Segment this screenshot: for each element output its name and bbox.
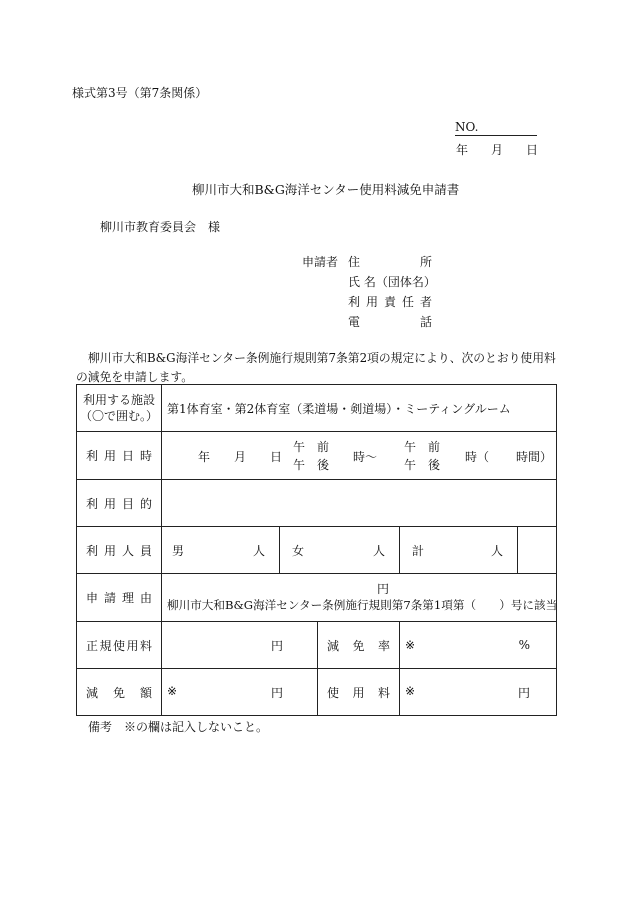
reason-row	[77, 574, 557, 622]
usage-fee-label: 使 用 料	[318, 669, 400, 716]
usage-fee-office-mark: ※	[405, 683, 416, 698]
addressee: 柳川市教育委員会 様	[100, 220, 221, 234]
applicant-phone-label: 電 話	[348, 315, 432, 329]
duration-hours: 時間）	[516, 450, 553, 464]
rate-office-mark: ※	[405, 638, 416, 652]
footnote: 備考 ※の欄は記入しないこと。	[88, 720, 269, 734]
applicant-label: 申請者	[302, 255, 339, 269]
facility-value[interactable]: 第1体育室・第2体育室（柔道場・剣道場）・ミーティングルーム	[162, 385, 557, 432]
exemption-form-table	[76, 384, 557, 716]
reason-yen: 円	[377, 582, 390, 596]
intro-line-2: の減免を申請します。	[76, 370, 194, 384]
fee-row	[77, 622, 557, 669]
datetime-year: 年	[198, 450, 211, 464]
purpose-label: 利 用 目 的	[77, 480, 162, 527]
people-blank-cell	[518, 527, 557, 574]
date-day-label: 日	[525, 143, 538, 157]
facility-label: 利用する施設 （〇で囲む。）	[77, 385, 162, 432]
facility-row	[77, 385, 557, 432]
reason-label: 申 請 理 由	[77, 574, 162, 622]
end-am: 午 前	[404, 440, 441, 454]
datetime-day: 日	[270, 450, 283, 464]
document-title: 柳川市大和B&G海洋センター使用料減免申請書	[192, 182, 460, 197]
end-hour: 時（	[465, 450, 490, 464]
people-label: 利 用 人 員	[77, 527, 162, 574]
date-month-label: 月	[490, 143, 503, 157]
datetime-month: 月	[234, 450, 247, 464]
end-pm: 午 後	[404, 458, 441, 472]
datetime-label: 利 用 日 時	[77, 432, 162, 480]
form-code: 様式第3号（第7条関係）	[72, 86, 208, 100]
applicant-name-label: 氏 名（団体名）	[348, 275, 436, 289]
reason-value[interactable]	[162, 574, 557, 622]
regular-fee-unit: 円	[270, 638, 283, 653]
male-count[interactable]: 男 人	[162, 527, 280, 574]
total-count[interactable]: 計 人	[400, 527, 518, 574]
purpose-row	[77, 480, 557, 527]
number-field	[455, 120, 537, 136]
regular-fee-value[interactable]	[162, 622, 318, 669]
date-year-label: 年	[456, 143, 469, 157]
exemption-amount-label: 減 免 額	[77, 669, 162, 716]
rate-label: 減 免 率	[318, 622, 400, 669]
start-hour-to: 時～	[353, 450, 378, 464]
exemption-row	[77, 669, 557, 716]
rate-unit: %	[518, 638, 531, 652]
exemption-office-mark: ※	[167, 683, 178, 698]
exemption-amount-value	[162, 669, 318, 716]
usage-fee-value	[400, 669, 557, 716]
purpose-value[interactable]	[162, 480, 557, 527]
exemption-unit: 円	[270, 685, 283, 700]
start-pm: 午 後	[293, 458, 330, 472]
datetime-value[interactable]	[162, 432, 557, 480]
regular-fee-label: 正 規 使 用 料	[77, 622, 162, 669]
usage-fee-unit: 円	[518, 685, 531, 700]
number-label: NO.	[455, 120, 479, 134]
applicant-address-label: 住 所	[348, 255, 432, 269]
people-row	[77, 527, 557, 574]
applicant-responsible-label: 利 用 責 任 者	[348, 295, 432, 309]
female-count[interactable]: 女 人	[280, 527, 400, 574]
rate-value	[400, 622, 557, 669]
start-am: 午 前	[293, 440, 330, 454]
date-line	[456, 141, 538, 158]
datetime-row	[77, 432, 557, 480]
intro-line-1: 柳川市大和B&G海洋センター条例施行規則第7条第2項の規定により、次のとおり使用料	[88, 351, 556, 365]
reason-text: 柳川市大和B&G海洋センター条例施行規則第7条第1項第（ ）号に該当	[167, 598, 558, 612]
